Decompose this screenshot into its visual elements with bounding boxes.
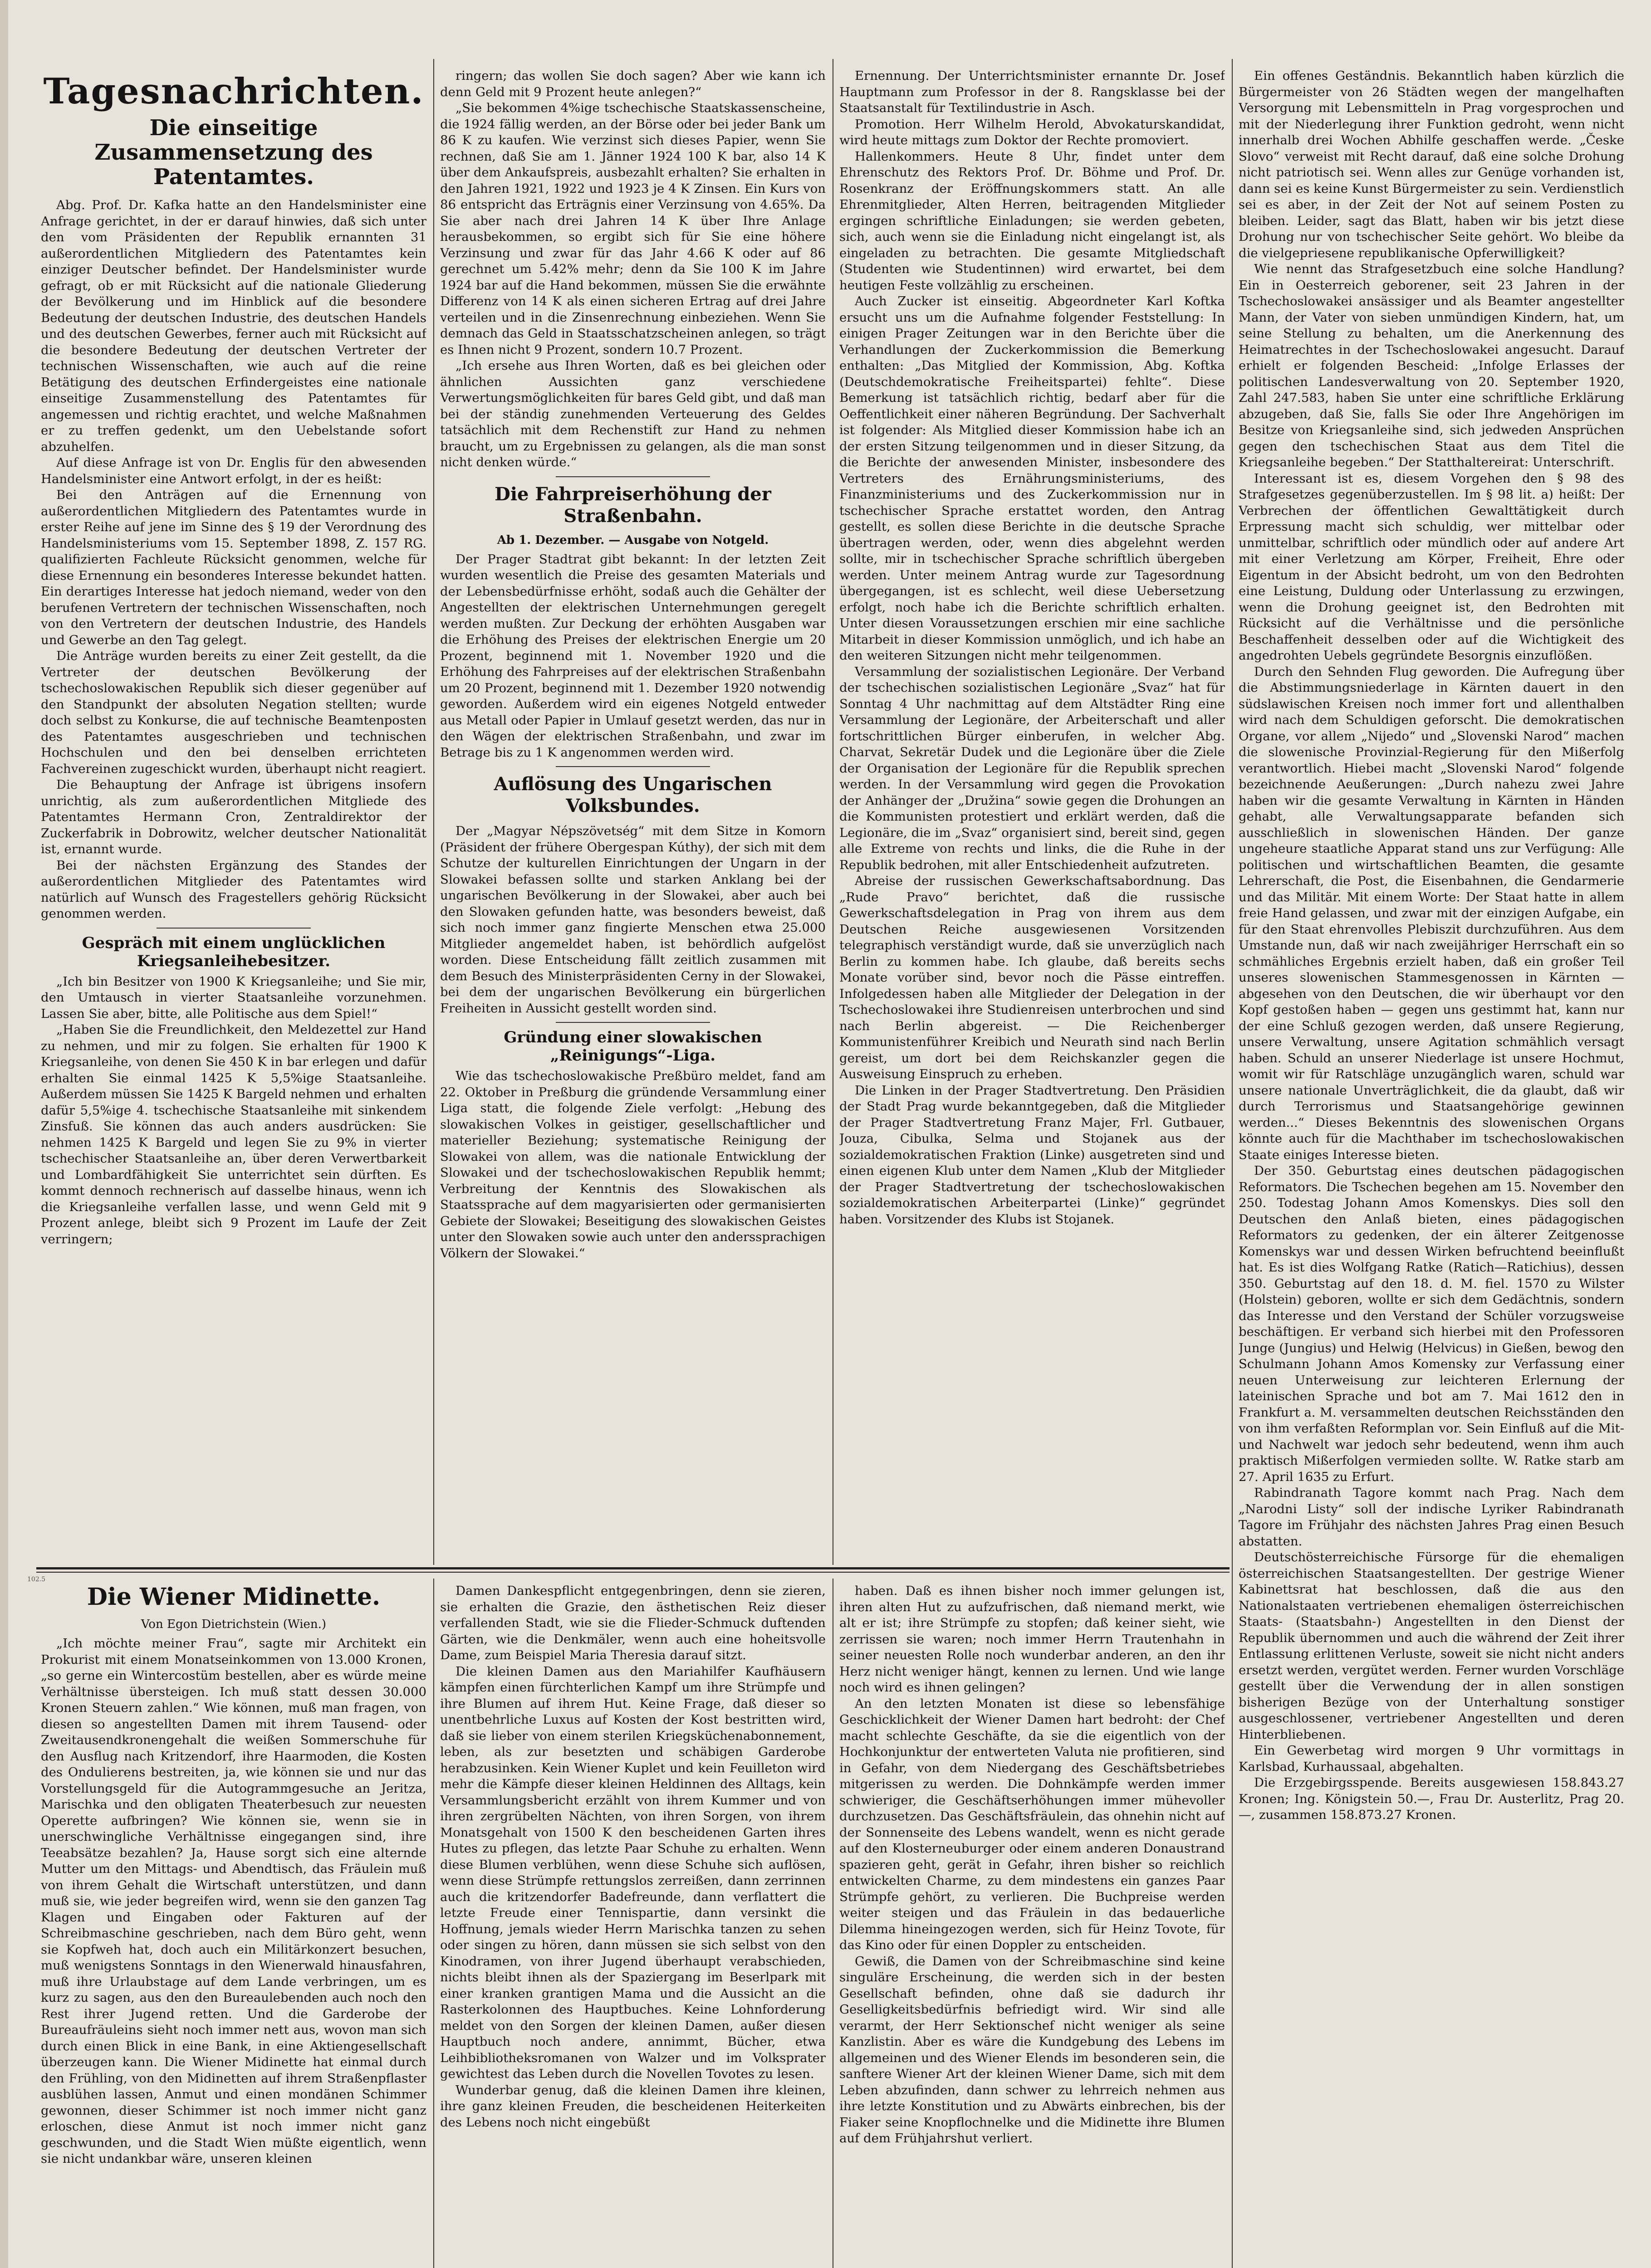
paragraph: „Ich möchte meiner Frau“, sagte mir Architekt ein Prokurist mit einem Monatseinkommen von 13.000 Kronen, „so gerne ein Wintercostüm bestellen, aber es würde meine Verhältnisse übersteigen. Ich muß statt dessen 30.000 Kronen Steuern zahlen.“ Wie können, muß man fragen, von diesen so angestellten Damen mit ihrem Tausend- oder Zweitausendkronengehalt die weißen Sommerschuhe für den Ausflug nach Kritzendorf, ihre Haarmoden, die Kosten des Ondulierens bestreiten, ja, wie können sie und nur das Vorstellungsgeld für die Autogrammgesuche an Jeritza, Marischka und den obligaten Theaterbesuch zur neuesten Operette aufbringen? Wie können sie, wenn sie in unerschwingliche Verhältnisse eingegangen sind, ihre Teeabsätze bezahlen? Ja, Hause sorgt sich eine alternde Mutter um den Mittags- und Abendtisch, das Fräulein muß von ihrem Gehalt die Wirtschaft unterstützen, und dann muß sie, wie jeder begreifen wird, wenn sie den ganzen Tag Klagen und Eingaben oder Fakturen auf der Schreibmaschine geschrieben, nach dem Büro geht, wenn sie Kopfweh hat, doch auch ein Militärkonzert besuchen, muß wenigstens Sonntags in den Wienerwald hinausfahren, muß ihre Urlaubstage auf dem Lande verbringen, um es kurz zu sagen, aus den den Bureaulebenden auch noch den Rest ihrer Jugend retten. Und die Garderobe der Bureaufräuleins sieht noch immer nett aus, wovon man sich durch einen Blick in eine Bank, in eine Aktiengesellschaft überzeugen kann. Die Wiener Midinette hat einmal durch den Frühling, von den Midinetten auf ihrem Straßenpflaster ausblühen lassen, Anmut und einen mondänen Schimmer gewonnen, dieser Schimmer ist noch immer nicht ganz erloschen, diese Anmut ist noch immer nicht ganz geschwunden, und die Stadt Wien müßte eigentlich, wenn sie nicht undankbar wäre, unseren kleinen bbox=[41, 1636, 426, 2166]
news-item: Ernennung. Der Unterrichtsminister ernannte Dr. Josef Hauptmann zum Professor in der 8. Rangsklasse bei der Staatsanstalt für Textilindustrie in Asch. bbox=[839, 68, 1225, 115]
paragraph: ringern; das wollen Sie doch sagen? Aber wie kann ich denn Geld mit 9 Prozent heute anlegen?“ bbox=[440, 68, 826, 99]
headline-liga: Gründung einer slowakischen „Reinigungs“-Liga. bbox=[504, 1028, 762, 1065]
feuilleton-byline: Von Egon Dietrichstein (Wien.) bbox=[141, 1618, 327, 1631]
paragraph: Wie das tschechoslowakische Preßbüro meldet, fand am 22. Oktober in Preßburg die gründende Versammlung einer Liga statt, die folgende Ziele verfolgt: „Hebung des slowakischen Volkes in geistiger, gesellschaftlicher und materieller Beziehung; systematische Reinigung der Slowakei von allem, was die nationale Entwicklung der Slowakei und der tschechoslowakischen Republik hemmt; Verbreitung der Kenntnis des Slowakischen als Staatssprache auf dem magyarisierten oder germanisierten Gebiete der Slowakei; Beseitigung des slowakischen Geistes unter den Slowaken sowie auch unter den anderssprachigen Völkern der Slowakei.“ bbox=[440, 1069, 826, 1261]
column-3 bbox=[839, 68, 1225, 1560]
feuilleton-rule bbox=[36, 1567, 1230, 1569]
column-1 bbox=[41, 68, 426, 1560]
article-separator bbox=[556, 766, 710, 767]
paragraph: Die Anträge wurden bereits zu einer Zeit gestellt, da die Vertreter der deutschen Bevölkerung der tschechoslowakischen Republik sich dieser gegenüber auf den Standpunkt der absoluten Negation stellten; wurde doch selbst zu Konkurse, die auf technische Beamtenposten des Patentamtes ausgeschrieben und technischen Hochschulen und den bei denselben errichteten Fachvereinen zugeschickt wurden, überhaupt nicht reagiert. bbox=[41, 649, 426, 776]
news-item: Versammlung der sozialistischen Legionäre. Der Verband der tschechischen sozialistischen Legionäre „Svaz“ hat für Sonntag 4 Uhr nachmittag auf dem Altstädter Ring eine Versammlung der Legionäre, der Arbeiterschaft und aller fortschrittlichen Bürger einberufen, in welcher Abg. Charvat, Sekretär Dudek und die Legionäre über die Ziele der Organisation der Legionäre für die Republik sprechen werden. In der Versammlung wird gegen die Provokation der Anhänger der „Družina“ sowie gegen die Drohungen an die Kommunisten protestiert und erklärt werden, daß die Legionäre, die im „Svaz“ organisiert sind, bereit sind, gegen alle Extreme von rechts und links, die die Ruhe in der Republik bedrohen, mit aller Entschiedenheit aufzutreten. bbox=[839, 664, 1225, 872]
paragraph: Die kleinen Damen aus den Mariahilfer Kaufhäusern kämpfen einen fürchterlichen Kampf um ihre Strümpfe und ihre Blumen auf ihrem Hut. Keine Frage, daß dieser so unentbehrliche Luxus auf Kosten der Kost bestritten wird, daß sie lieber von einem sterilen Kriegsküchenabonnement, leben, als zur besetzten und schäbigen Garderobe herabzusinken. Kein Wiener Kuplet und kein Feuilleton wird mehr die Kämpfe dieser kleinen Heldinnen des Alltags, kein Versammlungsbericht erzählt von ihrem Kummer und von ihren zergrübelten Nächten, von ihren Sorgen, von ihrem Monatsgehalt von 1500 K den bescheidenen Garten ihres Hutes zu pflegen, das letzte Paar Schuhe zu erhalten. Wenn diese Blumen verblühen, wenn diese Schuhe sich auflösen, wenn diese Strümpfe rettungslos zerreißen, dann zerrinnen auch die kritzendorfer Badefreunde, dann verflattert die letzte Freude einer Tennispartie, dann versinkt die Hoffnung, jemals wieder Herrn Marischka tanzen zu sehen oder singen zu hören, dann müssen sie sich selbst von den Kinodramen, von ihrer Jugend überhaupt verabschieden, nichts bleibt ihnen als der Spaziergang im Beserlpark mit einer kranken grantigen Mama und die Aussicht an die Rasterkolonnen des Hauptbuches. Keine Lohnforderung meldet von den Sorgen der kleinen Damen, außer diesen Hauptbuch noch andere, annimmt, Bücher, etwa Leihbibliotheksromanen von Walzer und im Volksprater gewichtest das Leben durch die Novellen Tovotes zu lesen. bbox=[440, 1664, 826, 2081]
headline-volksbund: Auflösung des Ungarischen Volksbundes. bbox=[494, 773, 772, 816]
feuilleton-column-2 bbox=[440, 1583, 826, 2268]
feuilleton-title: Die Wiener Midinette. bbox=[87, 1583, 381, 1611]
article-separator bbox=[556, 476, 710, 477]
news-item: Durch den Sehnden Flug geworden. Die Aufregung über die Abstimmungsniederlage in Kärnten dauert in den südslawischen Kreisen noch immer fort und allenthalben wird nach dem Schuldigen geforscht. Die demokratischen Organe, vor allem „Nijedo“ und „Slovenski Narod“ machen die slowenische Provinzial-Regierung für den Mißerfolg verantwortlich. Hiebei macht „Slovenski Narod“ folgende bezeichnende Aeußerungen: „Durch nahezu zwei Jahre haben wir die gesamte Verwaltung in Kärnten in Händen gehabt, alle Verwaltungsapparate befanden sich ausschließlich in slowenischen Händen. Der ganze ungeheure staatliche Apparat stand uns zur Verfügung: Alle politischen und wirtschaftlichen Beamten, die gesamte Lehrerschaft, die Post, die Eisenbahnen, die Gendarmerie und das Militär. Mit einem Worte: Der Staat hatte in allem freie Hand gelassen, und zwar mit der einzigen Aufgabe, ein für den Staat ehrenvolles Plebiszit durchzuführen. Aus dem Umstande nun, daß wir nach zweijähriger Herrschaft ein so schmähliches Ergebnis erzielt haben, daß ein großer Teil unseres slowenischen Stammesgenossen in Kärnten — abgesehen von den Deutschen, die wir überhaupt vor den Kopf gestoßen haben — gegen uns gestimmt hat, kann nur der eine Schluß gezogen werden, daß unsere Regierung, unsere Verwaltung, unsere Agitation schmählich versagt haben. Schuld an unserer Niederlage ist unsere Hochmut, womit wir für Ratschläge unzugänglich waren, schuld war unsere nationale Unverträglichkeit, die da glaubt, daß wir durch Terrorismus und Staatsangehörige gewinnen werden...“ Dieses Bekenntnis des slowenischen Organs könnte auch für die Machthaber im tschechoslowakischen Staate einiges Interesse bieten. bbox=[1239, 664, 1624, 1162]
paragraph: „Ich ersehe aus Ihren Worten, daß es bei gleichen oder ähnlichen Aussichten ganz verschiedene Verwertungsmöglichkeiten für bares Geld gibt, und daß man bei der ständig zunehmenden Verteuerung des Geldes tatsächlich mit dem Rechenstift zur Hand zu nehmen braucht, um zu Ergebnissen zu gelangen, als die man sonst nicht denken würde.“ bbox=[440, 358, 826, 469]
headline-strassenbahn: Die Fahrpreiserhöhung der Straßenbahn. bbox=[495, 483, 771, 527]
news-item: Wie nennt das Strafgesetzbuch eine solche Handlung? Ein in Oesterreich geborener, seit 23 Jahren in der Tschechoslowakei ansässiger und als Beamter angestellter Mann, der Vater von sieben unmündigen Kindern, hat, um seine Stellung zu behalten, um die Anerkennung des Heimatrechtes in der Tschechoslowakei angesucht. Darauf erhielt er folgenden Bescheid: „Infolge Erlasses der politischen Landesverwaltung von 20. September 1920, Zahl 247.583, haben Sie unter eine schriftliche Erklärung abzugeben, daß Sie, falls Sie oder Ihre Angehörigen im Besitze von Kriegsanleihe sind, sich jedweden Ansprüchen gegen den tschechischen Staat aus dem Titel die Kriegsanleihe begeben.“ Der Statthaltereirat: Unterschrift. bbox=[1239, 262, 1624, 469]
paragraph: Der „Magyar Népszövetség“ mit dem Sitze in Komorn (Präsident der frühere Obergespan Kúthy), der sich mit dem Schutze der kulturellen Einrichtungen der Ungarn in der Slowakei befassen sollte und starken Anklang bei der ungarischen Bevölkerung in der Slowakei, aber auch bei den Slowaken gefunden hatte, was besonders beweist, daß sich noch immer ganz fingierte Menschen etwa 25.000 Mitglieder angemeldet haben, ist behördlich aufgelöst worden. Diese Entscheidung fällt zeitlich zusammen mit dem Besuch des Ministerpräsidenten Cerny in der Slowakei, bei dem der ungarischen Bevölkerung ein bürgerlichen Freiheiten in Aussicht gestellt worden sind. bbox=[440, 824, 826, 1016]
paragraph: haben. Daß es ihnen bisher noch immer gelungen ist, ihren alten Hut zu aufzufrischen, daß niemand merkt, wie alt er ist; ihre Strümpfe zu stopfen; daß keiner sieht, wie zerrissen sie waren; noch immer Herrn Trautenhahn in seiner neuesten Rolle noch wunderbar anderen, an den ihr Herz nicht weniger hängt, kennen zu lernen. Und wie lange noch wird es ihnen gelingen? bbox=[839, 1584, 1225, 1695]
paragraph: Bei den Anträgen auf die Ernennung von außerordentlichen Mitgliedern des Patentamtes wurde in erster Reihe auf jene im Sinne des § 19 der Verordnung des Handelsministeriums vom 15. September 1898, Z. 157 RG. qualifizierten Fachleute Rücksicht genommen, welche für diese Ernennung ein besonderes Interesse bekundet hatten. Ein derartiges Interesse hat jedoch niemand, weder von den berufenen Vertretern der technischen Wissenschaften, noch von den Vertretern der deutschen Industrie, des Handels und Gewerbe an den Tag gelegt. bbox=[41, 488, 426, 647]
news-item: Die Linken in der Prager Stadtvertretung. Den Präsidien der Stadt Prag wurde bekanntgegeben, daß die Mitglieder der Prager Stadtvertretung Franz Majer, Frl. Gutbauer, Jouza, Cibulka, Selma und Stojanek aus der sozialdemokratischen Fraktion (Linke) ausgetreten sind und einen eigenen Klub unter dem Namen „Klub der Mitglieder der Prager Stadtvertretung der tschechoslowakischen sozialdemokratischen Arbeiterpartei (Linke)“ gegründet haben. Vorsitzender des Klubs ist Stojanek. bbox=[839, 1083, 1225, 1227]
paragraph: Der Prager Stadtrat gibt bekannt: In der letzten Zeit wurden wesentlich die Preise des gesamten Materials und der Lebensbedürfnisse erhöht, sodaß auch die Gehälter der Angestellten der elektrischen Unternehmungen geregelt werden mußten. Zur Deckung der erhöhten Ausgaben war die Erhöhung des Preises der elektrischen Energie um 20 Prozent, beginnend mit 1. November 1920 und die Erhöhung des Fahrpreises auf der elektrischen Straßenbahn um 20 Prozent, beginnend mit 1. Dezember 1920 notwendig geworden. Außerdem wird ein eigenes Notgeld entweder aus Metall oder Papier in Umlauf gesetzt werden, das nur in den Wägen der elektrischen Straßenbahn, und zwar im Betrage bis zu 1 K angenommen werden wird. bbox=[440, 552, 826, 760]
article-separator bbox=[556, 1022, 710, 1023]
news-item: Interessant ist es, diesem Vorgehen den § 98 des Strafgesetzes gegenüberzustellen. Im § 98 lit. a) heißt: Der Verbrechen der öffentlichen Gewalttätigkeit durch Erpressung macht sich schuldig, wer mittelbar oder unmittelbar, schriftlich oder mündlich oder auf andere Art mit einer Verletzung am Körper, Freiheit, Ehre oder Eigentum in der Absicht bedroht, um von den Bedrohten eine Leistung, Duldung oder Unterlassung zu erzwingen, wenn die Drohung geeignet ist, den Bedrohten mit Rücksicht auf die Verhältnisse und die persönliche Beschaffenheit desselben oder auf die Wichtigkeit des angedrohten Uebels gegründete Besorgnis einzuflößen. bbox=[1239, 471, 1624, 663]
page-edge bbox=[0, 0, 8, 2268]
news-item: Der 350. Geburtstag eines deutschen pädagogischen Reformators. Die Tschechen begehen am 15. November den 250. Todestag Johann Amos Komenskys. Dies soll den Deutschen den Anlaß bieten, eines pädagogischen Reformators zu gedenken, der ein älterer Zeitgenosse Komenskys war und dessen Wirken befruchtend beeinflußt hat. Es ist dies Wolfgang Ratke (Ratich—Ratichius), dessen 350. Geburtstag auf den 18. d. M. fiel. 1570 zu Wilster (Holstein) geboren, wollte er sich dem Gedächtnis, sondern das Interesse und den Verstand der Schüler vorzugsweise beschäftigen. Er verband sich hierbei mit den Professoren Junge (Jungius) und Helwig (Helvicus) in Gießen, bewog den Schulmann Johann Amos Komensky zur Verfassung einer neuen Unterweisung zur leichteren Erlernung der lateinischen Sprache und bot am 7. Mai 1612 den in Frankfurt a. M. versammelten deutschen Reichsständen den von ihm verfaßten Reformplan vor. Sein Einfluß auf die Mit- und Nachwelt war jedoch sehr bedeutend, wenn ihm auch praktisch Mißerfolgen vermieden sollte. W. Ratke starb am 27. April 1635 zu Erfurt. bbox=[1239, 1163, 1624, 1484]
news-item: Hallenkommers. Heute 8 Uhr, findet unter dem Ehrenschutz des Rektors Prof. Dr. Böhme und Prof. Dr. Rosenkranz der Eröffnungskommers statt. An alle Ehrenmitglieder, Alten Herren, beitragenden Mitglieder ergingen schriftliche Einladungen; sie werden gebeten, sich, auch wenn sie die Einladung nicht eingelangt ist, als eingeladen zu betrachten. Die gesamte Mitgliedschaft (Studenten wie Studentinnen) wird erwartet, bei dem heutigen Feste vollzählig zu erscheinen. bbox=[839, 149, 1225, 293]
paragraph: „Haben Sie die Freundlichkeit, den Meldezettel zur Hand zu nehmen, und mir zu folgen. Sie erhalten für 1900 K Kriegsanleihe, von denen Sie 450 K in bar erlegen und dafür erhalten Sie einmal 1425 K 5,5%ige Staatsanleihe. Außerdem müssen Sie 1425 K Bargeld nehmen und erhalten dafür 5,5%ige 4. tschechische Staatsanleihe mit sinkendem Zinsfuß. Sie können das auch anders ausdrücken: Sie nehmen 1425 K Bargeld und legen Sie zu 9% in vierter tschechischer Staatsanleihe an, über deren Verwertbarkeit und Lombardfähigkeit Sie unterrichtet sein dürften. Es kommt dennoch rechnerisch auf dasselbe hinaus, wenn ich die Kriegsanleihe verfallen lasse, und wenn Geld mit 9 Prozent anlege, bleibt sich 9 Prozent im Laufe der Zeit verringern; bbox=[41, 1022, 426, 1246]
column-rule bbox=[433, 59, 434, 1565]
paragraph: Auf diese Anfrage ist von Dr. Englis für den abwesenden Handelsminister eine Antwort erfolgt, in der es heißt: bbox=[41, 455, 426, 486]
clip-mark: 102.5 bbox=[27, 1576, 46, 1583]
dateline: Ab 1. Dezember. — Ausgabe von Notgeld. bbox=[497, 533, 769, 547]
news-item: Promotion. Herr Wilhelm Herold, Abvokaturskandidat, wird heute mittags zum Doktor der Rechte promoviert. bbox=[839, 117, 1225, 147]
headline-patentamt: Die einseitige Zusammensetzung des Patentamtes. bbox=[94, 115, 373, 190]
article-separator bbox=[157, 928, 311, 929]
paragraph: „Sie bekommen 4%ige tschechische Staatskassenscheine, die 1924 fällig werden, an der Börse oder bei jeder Bank um 86 K zu kaufen. Wie verzinst sich dieses Papier, wenn Sie rechnen, daß Sie am 1. Jänner 1924 100 K bar, also 14 K über dem Ankaufspreis, ausbezahlt erhalten? Sie erhalten in den Jahren 1921, 1922 und 1923 je 4 K Zinsen. Ein Kurs von 86 entspricht das Erträgnis einer Verzinsung von 4.65%. Da Sie aber nach drei Jahren 14 K über Ihre Anlage herausbekommen, so ergibt sich für Sie eine höhere Verzinsung und zwar für das Jahr 4.66 K oder auf 86 gerechnet um 5.42% mehr; denn da Sie 100 K im Jahre 1924 bar auf die Hand bekommen, müssen Sie die erwähnte Differenz von 14 K als einen sicheren Ertrag auf drei Jahre verteilen und in die Zinsenrechnung einbeziehen. Wenn Sie demnach das Geld in Staatsschatzscheinen anlegen, so trägt es Ihnen nicht 9 Prozent, sondern 10.7 Prozent. bbox=[440, 101, 826, 357]
masthead: Tagesnachrichten. bbox=[43, 71, 424, 112]
article-patentamt bbox=[41, 197, 426, 922]
feuilleton-column-3 bbox=[839, 1583, 1225, 2268]
paragraph: „Ich bin Besitzer von 1900 K Kriegsanleihe; und Sie mir, den Umtausch in vierter Staatsanleihe vorzunehmen. Lassen Sie aber, bitte, alle Politische aus dem Spiel!“ bbox=[41, 974, 426, 1021]
paragraph: An den letzten Monaten ist diese so lebensfähige Geschicklichkeit der Wiener Damen hart bedroht: der Chef macht schlechte Geschäfte, da sie die eigentlich von der Hochkonjunktur der entwerteten Valuta nie profitieren, sind in Gefahr, von dem Niedergang des Geschäftsbetriebes mitgerissen zu werden. Die Dohnkämpfe werden immer schwieriger, die Geschäftserhöhungen immer mühevoller durchzusetzen. Das Geschäftsfräulein, das ohnehin nicht auf der Sonnenseite des Lebens wandelt, wenn es nicht gerade auf den Klosterneuburger oder einem anderen Donaustrand spazieren geht, gerät in Gefahr, ihren bisher so reichlich entwickelten Charme, zu dem mindestens ein ganzes Paar Strümpfe gehört, zu verlieren. Die Buchpreise werden weiter steigen und das Fräulein in das bedauerliche Dilemma hineingezogen werden, sich für Heinz Tovote, für das Kino oder für einen Doppler zu entscheiden. bbox=[839, 1696, 1225, 1952]
column-2 bbox=[440, 68, 826, 1560]
paragraph: Die Behauptung der Anfrage ist übrigens insofern unrichtig, als zum außerordentlichen Mitgliede des Patentamtes Hermann Cron, Zentraldirektor der Zuckerfabrik in Dobrowitz, welcher deutscher Nationalität ist, ernannt wurde. bbox=[41, 777, 426, 856]
news-item: Ein Gewerbetag wird morgen 9 Uhr vormittags in Karlsbad, Kurhaussaal, abgehalten. bbox=[1239, 1743, 1624, 1774]
article-kriegsanleihe bbox=[41, 974, 426, 1248]
news-item: Abreise der russischen Gewerkschaftsabordnung. Das „Rude Pravo“ berichtet, daß die russische Gewerkschaftsdelegation in Prag von ihrem aus dem Deutschen Reiche ausgewiesenen Vorsitzenden telegraphisch verständigt wurde, daß sie unverzüglich nach Berlin zu kommen habe. Ich glaube, daß bereits sechs Monate vorüber sind, bevor noch die Pässe eintreffen. Infolgedessen haben alle Mitglieder der Delegation in der Tschechoslowakei ihre Studienreisen unterbrochen und sind nach Berlin abgereist. — Die Reichenberger Kommunistenführer Kreibich und Neurath sind nach Berlin gereist, um dort bei dem Reichskanzler gegen die Ausweisung Einspruch zu erheben. bbox=[839, 874, 1225, 1081]
feuilleton-column-1 bbox=[41, 1583, 426, 2268]
news-item: Rabindranath Tagore kommt nach Prag. Nach dem „Narodni Listy“ soll der indische Lyriker Rabindranath Tagore im Frühjahr des nächsten Jahres Prag einen Besuch abstatten. bbox=[1239, 1486, 1624, 1549]
paragraph: Gewiß, die Damen von der Schreibmaschine sind keine singuläre Erscheinung, die werden sich in der besten Gesellschaft befinden, ohne daß sie dadurch ihr Geselligkeitsbedürfnis befriedigt wird. Wir sind alle verarmt, der Herr Sektionschef nicht weniger als seine Kanzlistin. Aber es wäre die Kundgebung des Lebens im allgemeinen und des Wiener Elends im besonderen sein, die sanftere Wiener Art der kleinen Wiener Dame, sich mit dem Leben abzufinden, dann schwer zu lehrreich nehmen aus ihre letzte Konstitution und zu Abwärts einbrechen, bis der Fiaker seine Knopflochnelke und die Midinette ihre Blumen auf dem Frühjahrshut verliert. bbox=[839, 1954, 1225, 2146]
paragraph: Damen Dankespflicht entgegenbringen, denn sie zieren, sie erhalten die Grazie, den ästhetischen Reiz dieser verfallenden Stadt, wie sie die Flieder-Schmuck duftenden Gärten, wie die Denkmäler, wenn auch eine hoheitsvolle Dame, zum Beispiel Maria Theresia darauf sitzt. bbox=[440, 1584, 826, 1662]
paragraph: Abg. Prof. Dr. Kafka hatte an den Handelsminister eine Anfrage gerichtet, in der er darauf hinwies, daß sich unter den vom Präsidenten der Republik ernannten 31 außerordentlichen Mitgliedern des Patentamtes kein einziger Deutscher befindet. Der Handelsminister wurde gefragt, ob er mit Rücksicht auf die nationale Gliederung der Bevölkerung und im Hinblick auf die besondere Bedeutung der deutschen Industrie, des deutschen Handels und des deutschen Gewerbes, ferner auch mit Rücksicht auf die besondere Bedeutung der deutschen Vertreter der technischen Wissenschaften, wie auch auf die reine Betätigung des deutschen Erfindergeistes eine nationale einseitige Zusammenstellung des Patentamtes für angemessen und richtig erachtet, und welche Maßnahmen er zu treffen gedenkt, um den Uebelstande sofort abzuhelfen. bbox=[41, 198, 426, 454]
paragraph: Bei der nächsten Ergänzung des Standes der außerordentlichen Mitglieder des Patentamtes wird natürlich auf Wunsch des Fragestellers gehörig Rücksicht genommen werden. bbox=[41, 858, 426, 921]
feuilleton-rule-thin bbox=[36, 1572, 1230, 1573]
paragraph: Wunderbar genug, daß die kleinen Damen ihre kleinen, ihre ganz kleinen Freuden, die bescheidenen Heiterkeiten des Lebens noch nicht eingebüßt bbox=[440, 2082, 826, 2130]
column-4 bbox=[1239, 68, 1624, 2268]
column-rule bbox=[433, 1579, 434, 2268]
headline-kriegsanleihe: Gespräch mit einem unglücklichen Kriegsanleihebesitzer. bbox=[82, 934, 386, 970]
news-item: Die Erzgebirgsspende. Bereits ausgewiesen 158.843.27 Kronen; Ing. Königstein 50.—, Frau Dr. Austerlitz, Prag 20.—, zusammen 158.873.27 Kronen. bbox=[1239, 1775, 1624, 1822]
column-rule bbox=[1232, 59, 1233, 2268]
news-item: Deutschösterreichische Fürsorge für die ehemaligen österreichischen Staatsangestellten. Der gestrige Wiener Kabinettsrat hat beschlossen, daß die aus den Nationalstaaten vertriebenen ehemaligen österreichischen Staats- (Staatsbahn-) Angestellten in den Dienst der Republik übernommen und auch die während der Zeit ihrer Entlassung erlittenen Verluste, soweit sie nicht nicht anders ersetzt werden, vergütet werden. Ferner wurden Vorschläge gestellt über die Verwendung der in allen sonstigen bisherigen Bezüge von der Unterhaltung sonstiger ausgeschlossener, vertriebener Angestellten und deren Hinterbliebenen. bbox=[1239, 1550, 1624, 1742]
news-item: Ein offenes Geständnis. Bekanntlich haben kürzlich die Bürgermeister von 26 Städten wegen der mangelhaften Versorgung mit Lebensmitteln in Prag vorgesprochen und mit der Niederlegung ihrer Funktion gedroht, wenn nicht innerhalb drei Wochen Abhilfe geschaffen werde. „Česke Slovo“ verweist mit Recht darauf, daß eine solche Drohung nicht patriotisch sei. Wenn alles zur Genüge vorhanden ist, dann sei es keine Kunst Bürgermeister zu sein. Verdienstlich sei es aber, in der Zeit der Not auf seinem Posten zu bleiben. Leider, sagt das Blatt, haben wir bis jetzt diese Drohung nur von tschechischer Seite gehört. Wo bleibe da die vielgepriesene republikanische Opferwilligkeit? bbox=[1239, 68, 1624, 260]
news-item: Auch Zucker ist einseitig. Abgeordneter Karl Koftka ersucht uns um die Aufnahme folgender Feststellung: In einigen Prager Zeitungen war in den Berichte über die Verhandlungen der Zuckerkommission die Bemerkung enthalten: „Das Mitglied der Kommission, Abg. Koftka (Deutschdemokratische Freiheitspartei) fehlte“. Diese Bemerkung ist tatsächlich richtig, bedarf aber für die Oeffentlichkeit einer näheren Begründung. Der Sachverhalt ist folgender: Als Mitglied dieser Kommission habe ich an der ersten Sitzung teilgenommen und in dieser Sitzung, da die Berichte der anwesenden Minister, insbesondere des Vertreters des Ernährungsministeriums, des Finanzministeriums und des Zuckerkommission nur in tschechischer Sprache erstattet worden, den Antrag gestellt, es sollen diese Berichte in die deutsche Sprache übertragen werden, oder, wenn dies abgelehnt werden sollte, mir in tschechischer Sprache schriftlich übergeben werden. Unter meinem Antrag wurde zur Tagesordnung übergegangen, ist es schlecht, weil diese Uebersetzung erfolgt, noch habe ich die Berichte schriftlich erhalten. Unter diesen Voraussetzungen erschien mir eine sachliche Mitarbeit in dieser Kommission unmöglich, und ich habe an den weiteren Sitzungen nicht mehr teilgenommen. bbox=[839, 294, 1225, 663]
